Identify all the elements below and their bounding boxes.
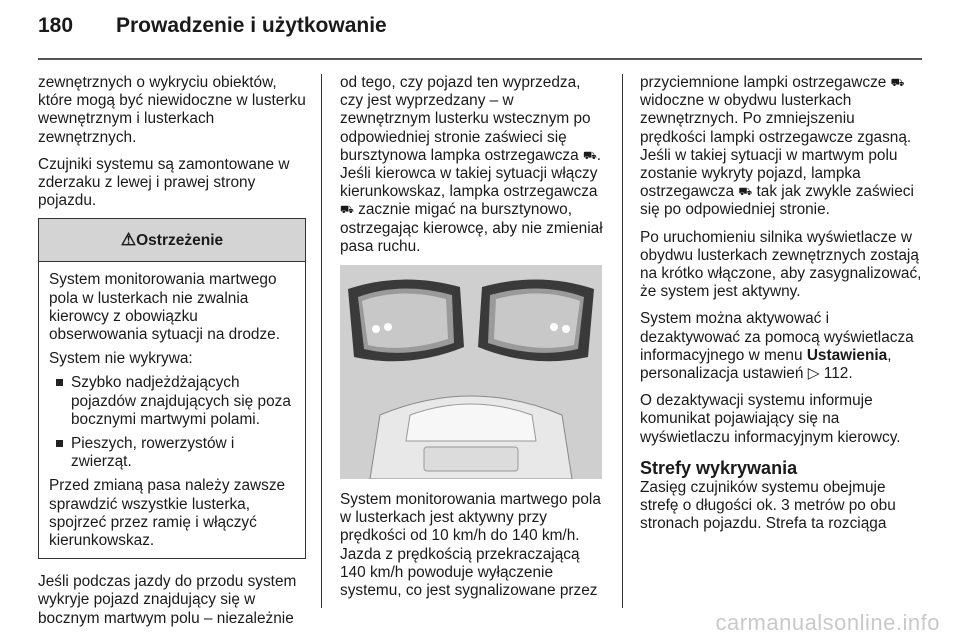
paragraph: System można aktywować i dezaktywować za pomocą wyświetlacza informacyjnego w menu Ustawienia, personalizacja ustawień ▷ 112. — [640, 310, 914, 383]
blind-spot-warning-icon: ⛟ — [890, 77, 905, 89]
column-divider — [321, 74, 322, 608]
paragraph: od tego, czy pojazd ten wyprzedza, czy jest wyprzedzany – w zewnętrznym lusterku wstecznym po odpowiedniej stronie zaświeci się bursztynowa lampka ostrzegawcza ⛟. Jeśli kierowca w takiej sytuacji włączy kierunkowskaz, lampka ostrzegawcza ⛟ zacznie migać na bursztynowo, ostrzegając kierowcę, aby nie zmieniał pasa ruchu. — [340, 74, 603, 255]
paragraph: przyciemnione lampki ostrzegawcze ⛟ widoczne w obydwu lusterkach zewnętrznych. Po zmniejszeniu prędkości lampki ostrzegawcze zgasną. Jeśli w takiej sytuacji w martwym polu zostanie wykryty pojazd, lampka ostrzegawcza ⛟ tak jak zwykle zaświeci się po odpowiedniej stronie. — [640, 74, 914, 219]
paragraph: O dezaktywacji systemu informuje komunikat pojawiający się na wyświetlaczu informacyjnym kierowcy. — [640, 392, 901, 446]
warning-text: Przed zmianą pasa należy zawsze sprawdzić wszystkie lusterka, spojrzeć przez ramię i włączyć kierunkowskaz. — [49, 477, 286, 550]
menu-name: Ustawienia — [806, 346, 888, 364]
header-rule — [38, 58, 922, 60]
mirror-illustration — [340, 265, 602, 479]
warning-box — [38, 218, 306, 559]
column-1 — [38, 74, 306, 637]
watermark: carmanualsonline.info — [715, 610, 940, 635]
page-header — [38, 14, 387, 38]
page-number: 180 — [38, 14, 74, 37]
section-heading: Strefy wykrywania — [640, 457, 798, 478]
column-2 — [340, 74, 605, 609]
warning-body — [39, 262, 305, 558]
paragraph: Zasięg czujników systemu obejmuje strefę o długości ok. 3 metrów po obu stronach pojazdu. Strefa ta rozciąga — [640, 479, 896, 533]
page-ref-arrow-icon: ▷ — [807, 365, 820, 383]
bullet-icon — [56, 379, 63, 386]
warning-header — [39, 219, 305, 262]
blind-spot-warning-icon: ⛟ — [582, 149, 597, 162]
list-item: Pieszych, rowerzystów i zwierząt. — [49, 435, 295, 471]
warning-triangle-icon: ⚠ — [120, 230, 137, 250]
paragraph: Jeśli podczas jazdy do przodu system wykryje pojazd znajdujący się w bocznym martwym polu – niezależnie — [38, 573, 297, 627]
warning-text: System monitorowania martwego pola w lusterkach nie zwalnia kierowcy z obowiązku obserwowania sytuacji na drodze. — [49, 271, 280, 344]
list-item: Szybko nadjeżdżających pojazdów znajdujących się poza bocznymi martwymi polami. — [49, 374, 295, 429]
warning-text: System nie wykrywa: — [49, 350, 193, 368]
paragraph: Po uruchomieniu silnika wyświetlacze w obydwu lusterkach zewnętrznych zostają na krótko włączone, aby zasygnalizować, że system jest aktywny. — [640, 228, 922, 301]
page-title: Prowadzenie i użytkowanie — [116, 14, 387, 37]
paragraph: System monitorowania martwego pola w lusterkach jest aktywny przy prędkości od 10 km/h do 140 km/h. Jazda z prędkością przekraczającą 140 km/h powoduje wyłączenie systemu, co jest sygnalizowane przez — [340, 491, 601, 600]
blind-spot-warning-icon: ⛟ — [738, 186, 753, 199]
blind-spot-warning-icon: ⛟ — [340, 204, 354, 217]
bullet-icon — [56, 440, 63, 447]
column-divider — [622, 74, 623, 608]
paragraph: Czujniki systemu są zamontowane w zderzaku z lewej i prawej strony pojazdu. — [38, 155, 290, 210]
column-3 — [640, 74, 922, 543]
warning-title: Ostrzeżenie — [136, 232, 224, 250]
paragraph: zewnętrznych o wykryciu obiektów, które mogą być niewidoczne w lusterku wewnętrznym i lusterkach zewnętrznych. — [38, 74, 306, 146]
